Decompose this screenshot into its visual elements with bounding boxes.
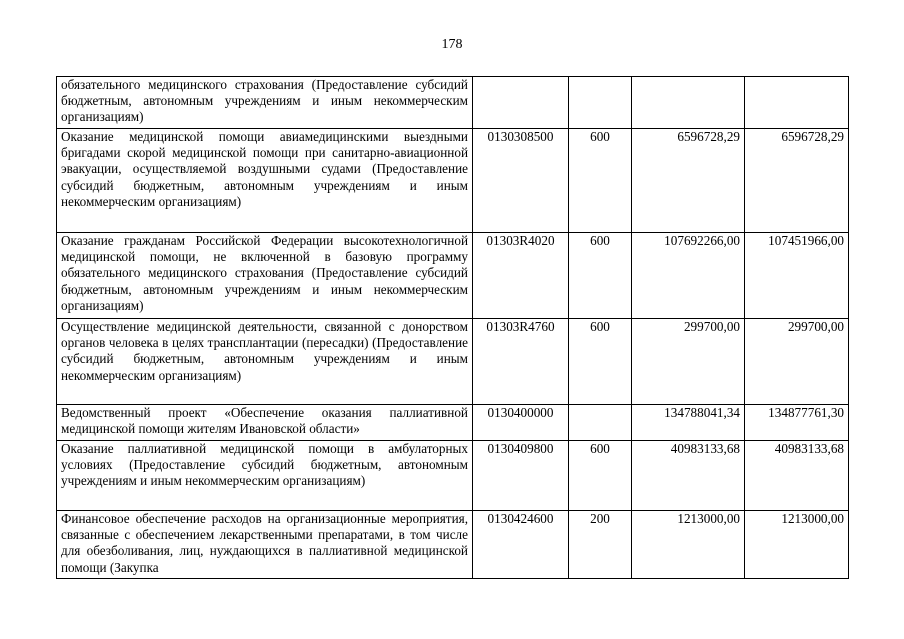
table-row xyxy=(57,77,849,129)
row-name: Оказание паллиативной медицинской помощи в амбулаторных условиях (Предоставление субсидий бюджетным, автономным учреждениям и иным некоммерческим организациям) xyxy=(57,441,473,511)
table-row xyxy=(57,511,849,579)
row-amount-year-2: 1213000,00 xyxy=(745,511,849,579)
row-amount-year-1: 1213000,00 xyxy=(632,511,745,579)
row-amount-year-2 xyxy=(745,77,849,129)
table-row xyxy=(57,319,849,405)
row-target-article: 0130308500 xyxy=(473,129,569,233)
row-amount-year-1: 107692266,00 xyxy=(632,233,745,319)
row-name: Осуществление медицинской деятельности, связанной с донорством органов человека в целях трансплантации (пересадки) (Предоставление субсидий бюджетным, автономным учреждениям и иным некоммерческим организациям) xyxy=(57,319,473,405)
row-amount-year-1: 299700,00 xyxy=(632,319,745,405)
table-row xyxy=(57,405,849,441)
row-expense-type xyxy=(569,405,632,441)
row-target-article: 01303R4760 xyxy=(473,319,569,405)
row-amount-year-2: 40983133,68 xyxy=(745,441,849,511)
row-target-article xyxy=(473,77,569,129)
row-amount-year-1: 134788041,34 xyxy=(632,405,745,441)
row-name: обязательного медицинского страхования (Предоставление субсидий бюджетным, автономным учреждениям и иным некоммерческим организациям) xyxy=(57,77,473,129)
table-row xyxy=(57,441,849,511)
row-target-article: 0130409800 xyxy=(473,441,569,511)
row-target-article: 0130424600 xyxy=(473,511,569,579)
row-expense-type: 600 xyxy=(569,129,632,233)
row-name: Финансовое обеспечение расходов на организационные мероприятия, связанные с обеспечением лекарственными препаратами, в том числе для обезболивания, лиц, нуждающихся в паллиативной медицинской помощи (Закупка xyxy=(57,511,473,579)
row-name: Ведомственный проект «Обеспечение оказания паллиативной медицинской помощи жителям Ивановской области» xyxy=(57,405,473,441)
row-target-article: 0130400000 xyxy=(473,405,569,441)
row-amount-year-2: 134877761,30 xyxy=(745,405,849,441)
row-name: Оказание гражданам Российской Федерации высокотехнологичной медицинской помощи, не включенной в базовую программу обязательного медицинского страхования (Предоставление субсидий бюджетным, автономным учреждениям и иным некоммерческим организациям) xyxy=(57,233,473,319)
row-amount-year-1 xyxy=(632,77,745,129)
table-row xyxy=(57,233,849,319)
row-expense-type: 200 xyxy=(569,511,632,579)
budget-table xyxy=(56,76,849,579)
page-number: 178 xyxy=(441,37,463,52)
table-row xyxy=(57,129,849,233)
row-target-article: 01303R4020 xyxy=(473,233,569,319)
row-name: Оказание медицинской помощи авиамедицинскими выездными бригадами скорой медицинской помощи при санитарно-авиационной эвакуации, осуществляемой воздушными судами (Предоставление субсидий бюджетным, автономным учреждениям и иным некоммерческим организациям) xyxy=(57,129,473,233)
row-amount-year-2: 299700,00 xyxy=(745,319,849,405)
row-amount-year-1: 6596728,29 xyxy=(632,129,745,233)
row-expense-type: 600 xyxy=(569,233,632,319)
row-amount-year-2: 107451966,00 xyxy=(745,233,849,319)
row-expense-type: 600 xyxy=(569,441,632,511)
row-expense-type xyxy=(569,77,632,129)
row-expense-type: 600 xyxy=(569,319,632,405)
row-amount-year-2: 6596728,29 xyxy=(745,129,849,233)
row-amount-year-1: 40983133,68 xyxy=(632,441,745,511)
